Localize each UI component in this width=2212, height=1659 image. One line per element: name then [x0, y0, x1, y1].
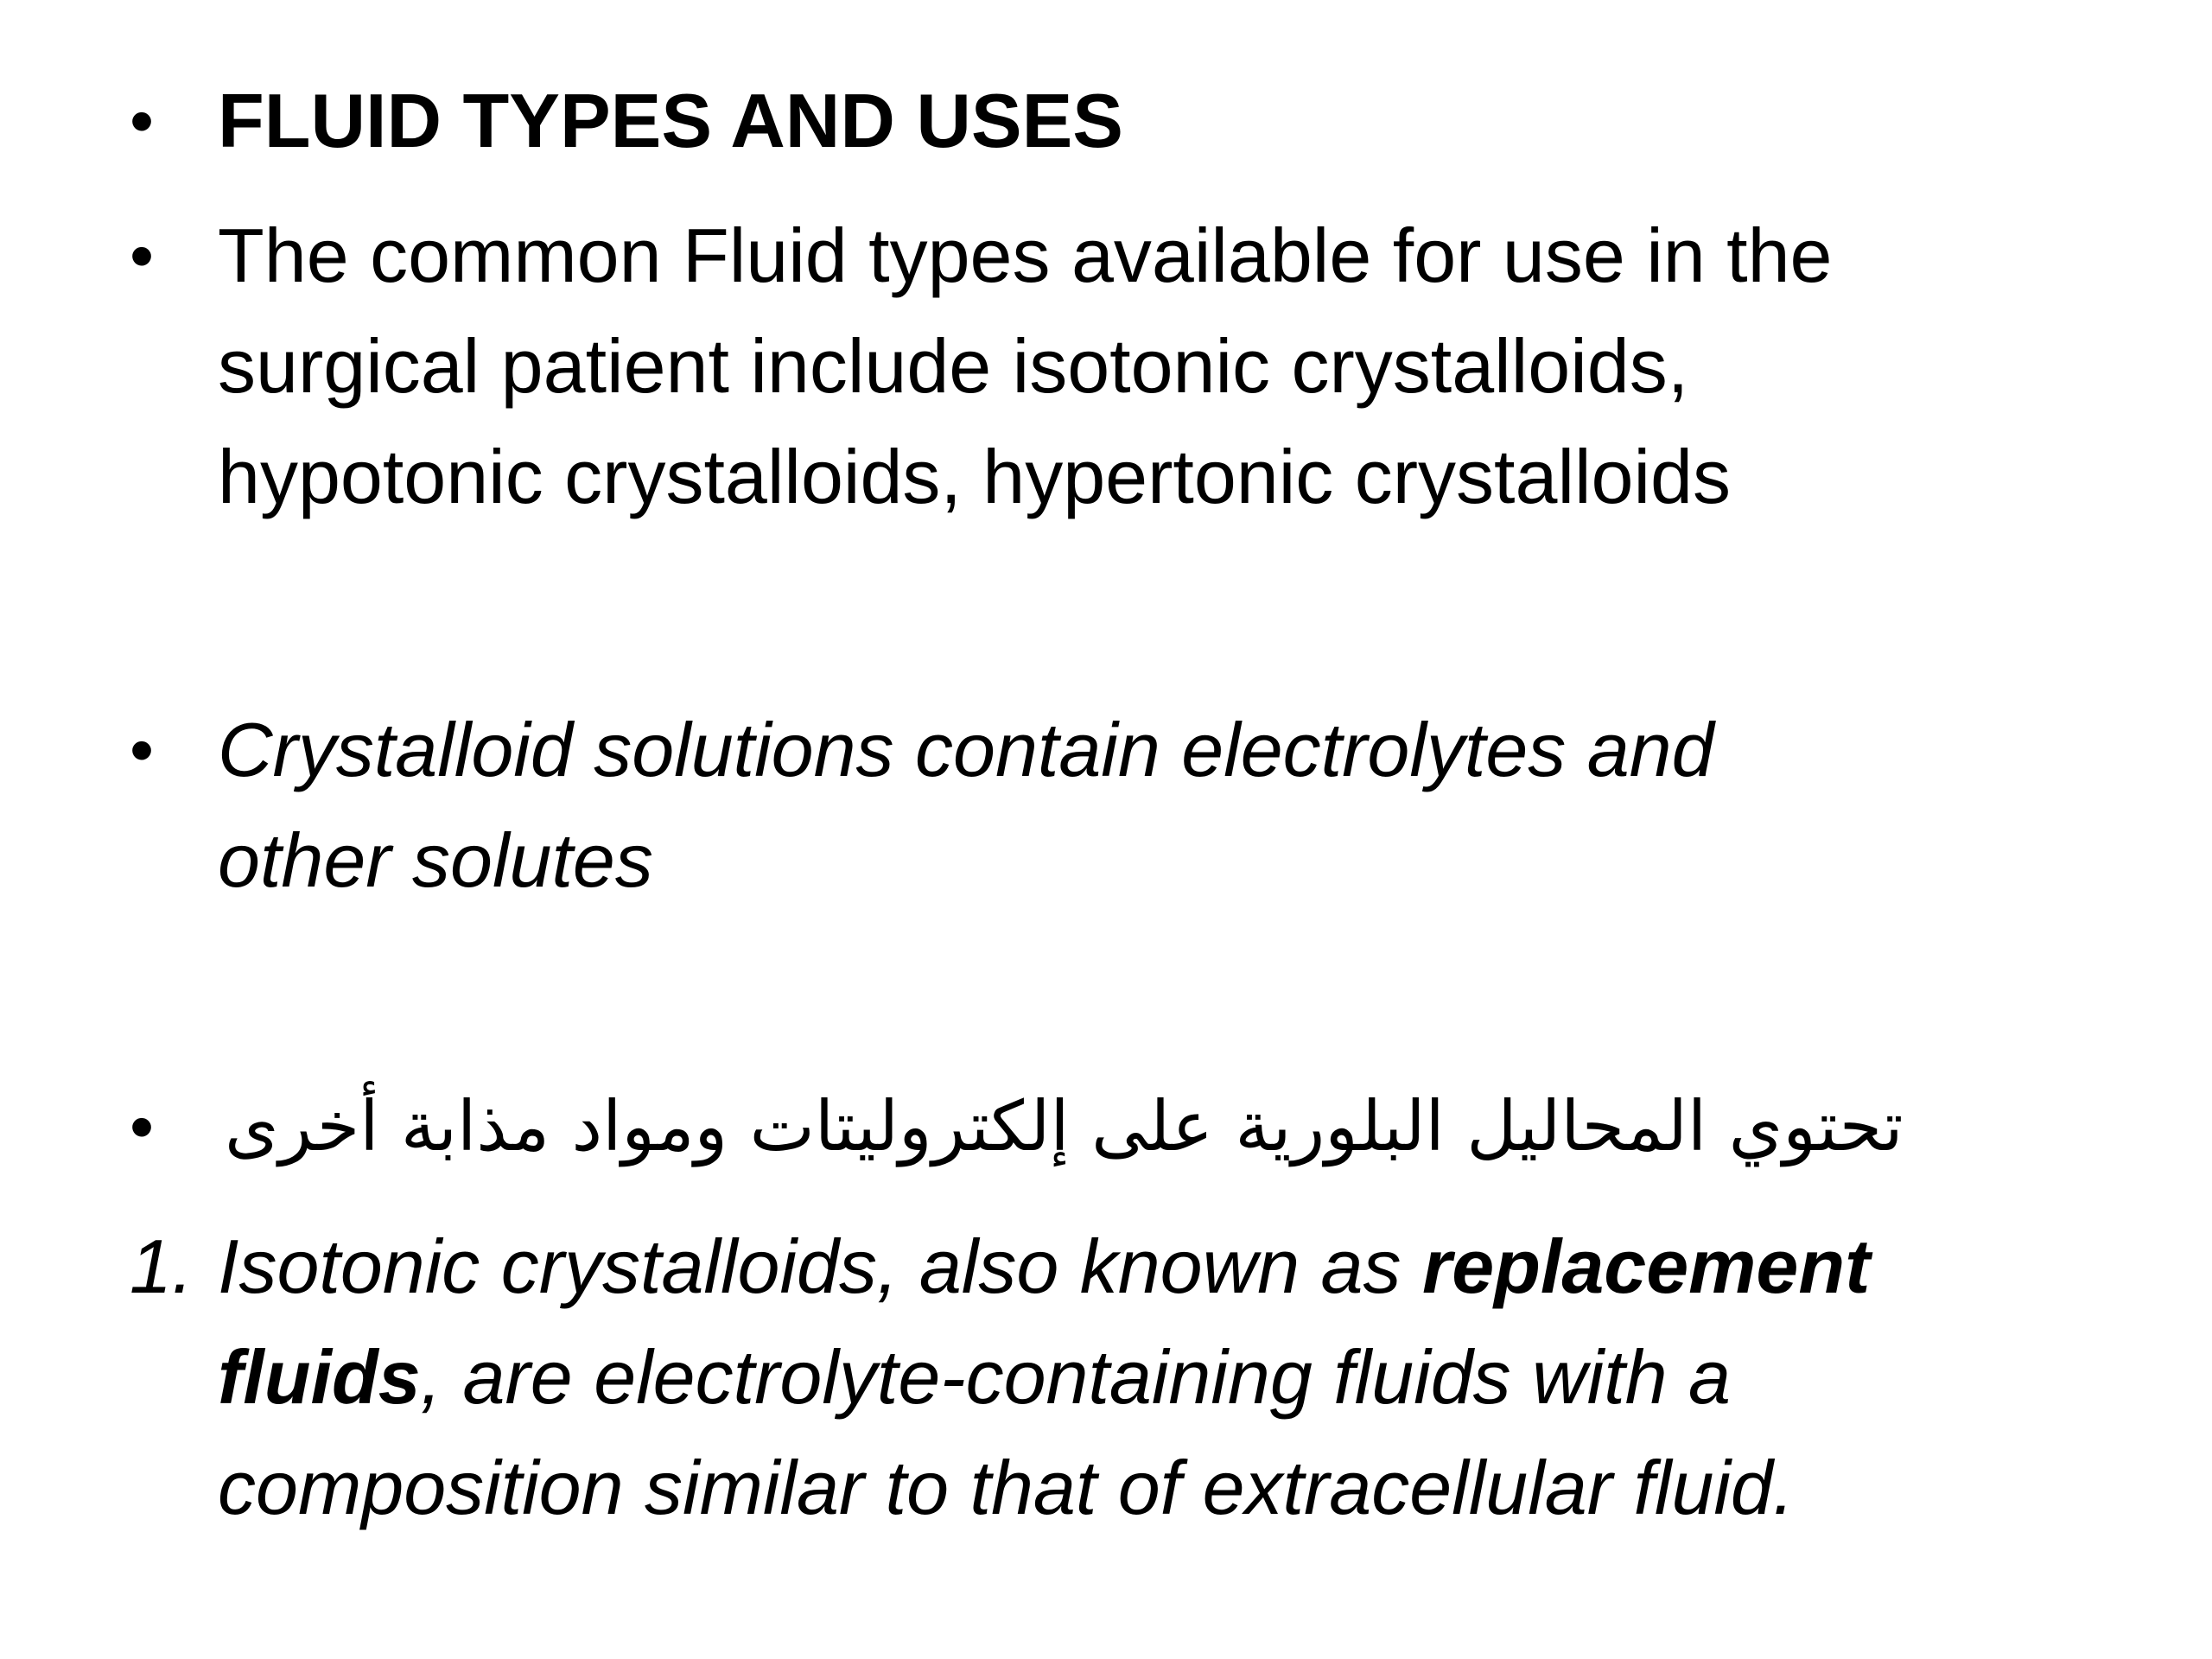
text-line: other solutes: [218, 817, 653, 903]
text-line: hypotonic crystalloids, hypertonic crystalloids: [218, 434, 1731, 519]
bullet-marker: •: [130, 711, 155, 788]
text-line: [218, 1211, 2119, 1322]
heading-line: FLUID TYPES AND USES: [218, 78, 1123, 163]
bullet-marker: •: [130, 217, 155, 294]
text-segment: , are electrolyte-containing fluids with a: [420, 1334, 1731, 1420]
text-line: Crystalloid solutions contain electrolytes and: [218, 707, 1714, 792]
text-line: [218, 1322, 2119, 1433]
text-line: surgical patient include isotonic crystalloids,: [218, 323, 1689, 409]
bold-term: fluids: [218, 1334, 421, 1420]
numbered-item-text: [218, 1211, 2119, 1543]
bold-term: replacement: [1421, 1224, 1871, 1309]
text-segment: Isotonic crystalloids, also known as: [218, 1224, 1422, 1309]
fluid-types-text: [218, 200, 2119, 532]
heading-text: [218, 66, 2119, 176]
bullet-marker: •: [130, 1088, 155, 1165]
number-marker: 1.: [130, 1224, 194, 1309]
text-line: composition similar to that of extracellular fluid.: [218, 1445, 1795, 1530]
text-line: The common Fluid types available for use in the: [218, 213, 1833, 298]
arabic-text: تحتوي المحاليل البلورية على إلكتروليتات ومواد مذابة أخرى: [225, 1086, 1904, 1166]
bullet-marker: •: [130, 82, 155, 159]
crystalloid-solutions-text: [218, 695, 2119, 916]
